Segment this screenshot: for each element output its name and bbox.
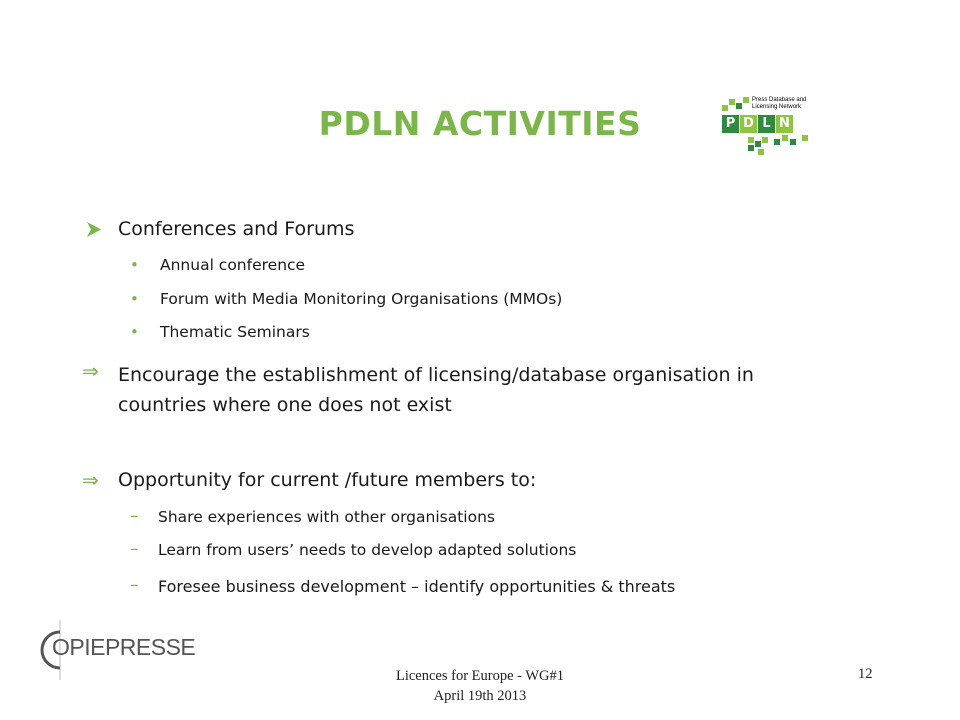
pdln-tagline-line1: Press Database and bbox=[752, 97, 807, 103]
slide-title: PDLN ACTIVITIES bbox=[318, 104, 642, 143]
list-item-text-block bbox=[118, 360, 754, 420]
copiepresse-logo bbox=[30, 620, 196, 680]
list-item-text: Forum with Media Monitoring Organisations (MMOs) bbox=[160, 290, 563, 308]
list-item-text-line2: countries where one does not exist bbox=[118, 394, 452, 416]
dash-bullet-icon: – bbox=[130, 506, 139, 526]
dash-bullet-icon: – bbox=[130, 575, 139, 595]
footer-line2: April 19th 2013 bbox=[433, 688, 527, 704]
pdln-letter-l: L bbox=[758, 115, 775, 133]
arrowhead-bullet-icon bbox=[86, 221, 102, 238]
page-number: 12 bbox=[858, 666, 873, 682]
list-item-text: Conferences and Forums bbox=[118, 218, 355, 240]
pdln-logo-letters bbox=[722, 115, 793, 133]
list-item-text: Share experiences with other organisations bbox=[158, 508, 495, 526]
list-item-text: Learn from users’ needs to develop adapted solutions bbox=[158, 541, 577, 559]
list-item-text: Encourage the establishment of licensing/database organisation in bbox=[118, 364, 754, 386]
list-item-text: Opportunity for current /future members to: bbox=[118, 469, 537, 491]
slide-footer bbox=[330, 666, 630, 706]
bullet-dot-icon: • bbox=[130, 290, 139, 308]
copiepresse-logo-text: OPIEPRESSE bbox=[52, 634, 196, 660]
footer-line1: Licences for Europe - WG#1 bbox=[395, 668, 565, 684]
list-item-text: Thematic Seminars bbox=[160, 323, 310, 341]
pdln-letter-n: N bbox=[776, 115, 793, 133]
pdln-logo bbox=[718, 95, 818, 157]
pdln-tagline-line2: Licensing Network bbox=[752, 104, 802, 110]
dash-bullet-icon: – bbox=[130, 539, 139, 559]
pdln-letter-d: D bbox=[740, 115, 757, 133]
double-arrow-icon: ⇒ bbox=[82, 468, 99, 492]
list-item-text: Foresee business development – identify opportunities & threats bbox=[158, 577, 676, 596]
bullet-dot-icon: • bbox=[130, 256, 139, 274]
list-item-text: Annual conference bbox=[160, 256, 306, 274]
double-arrow-icon: ⇒ bbox=[82, 359, 99, 383]
bullet-dot-icon: • bbox=[130, 323, 139, 341]
pdln-letter-p: P bbox=[722, 115, 739, 133]
